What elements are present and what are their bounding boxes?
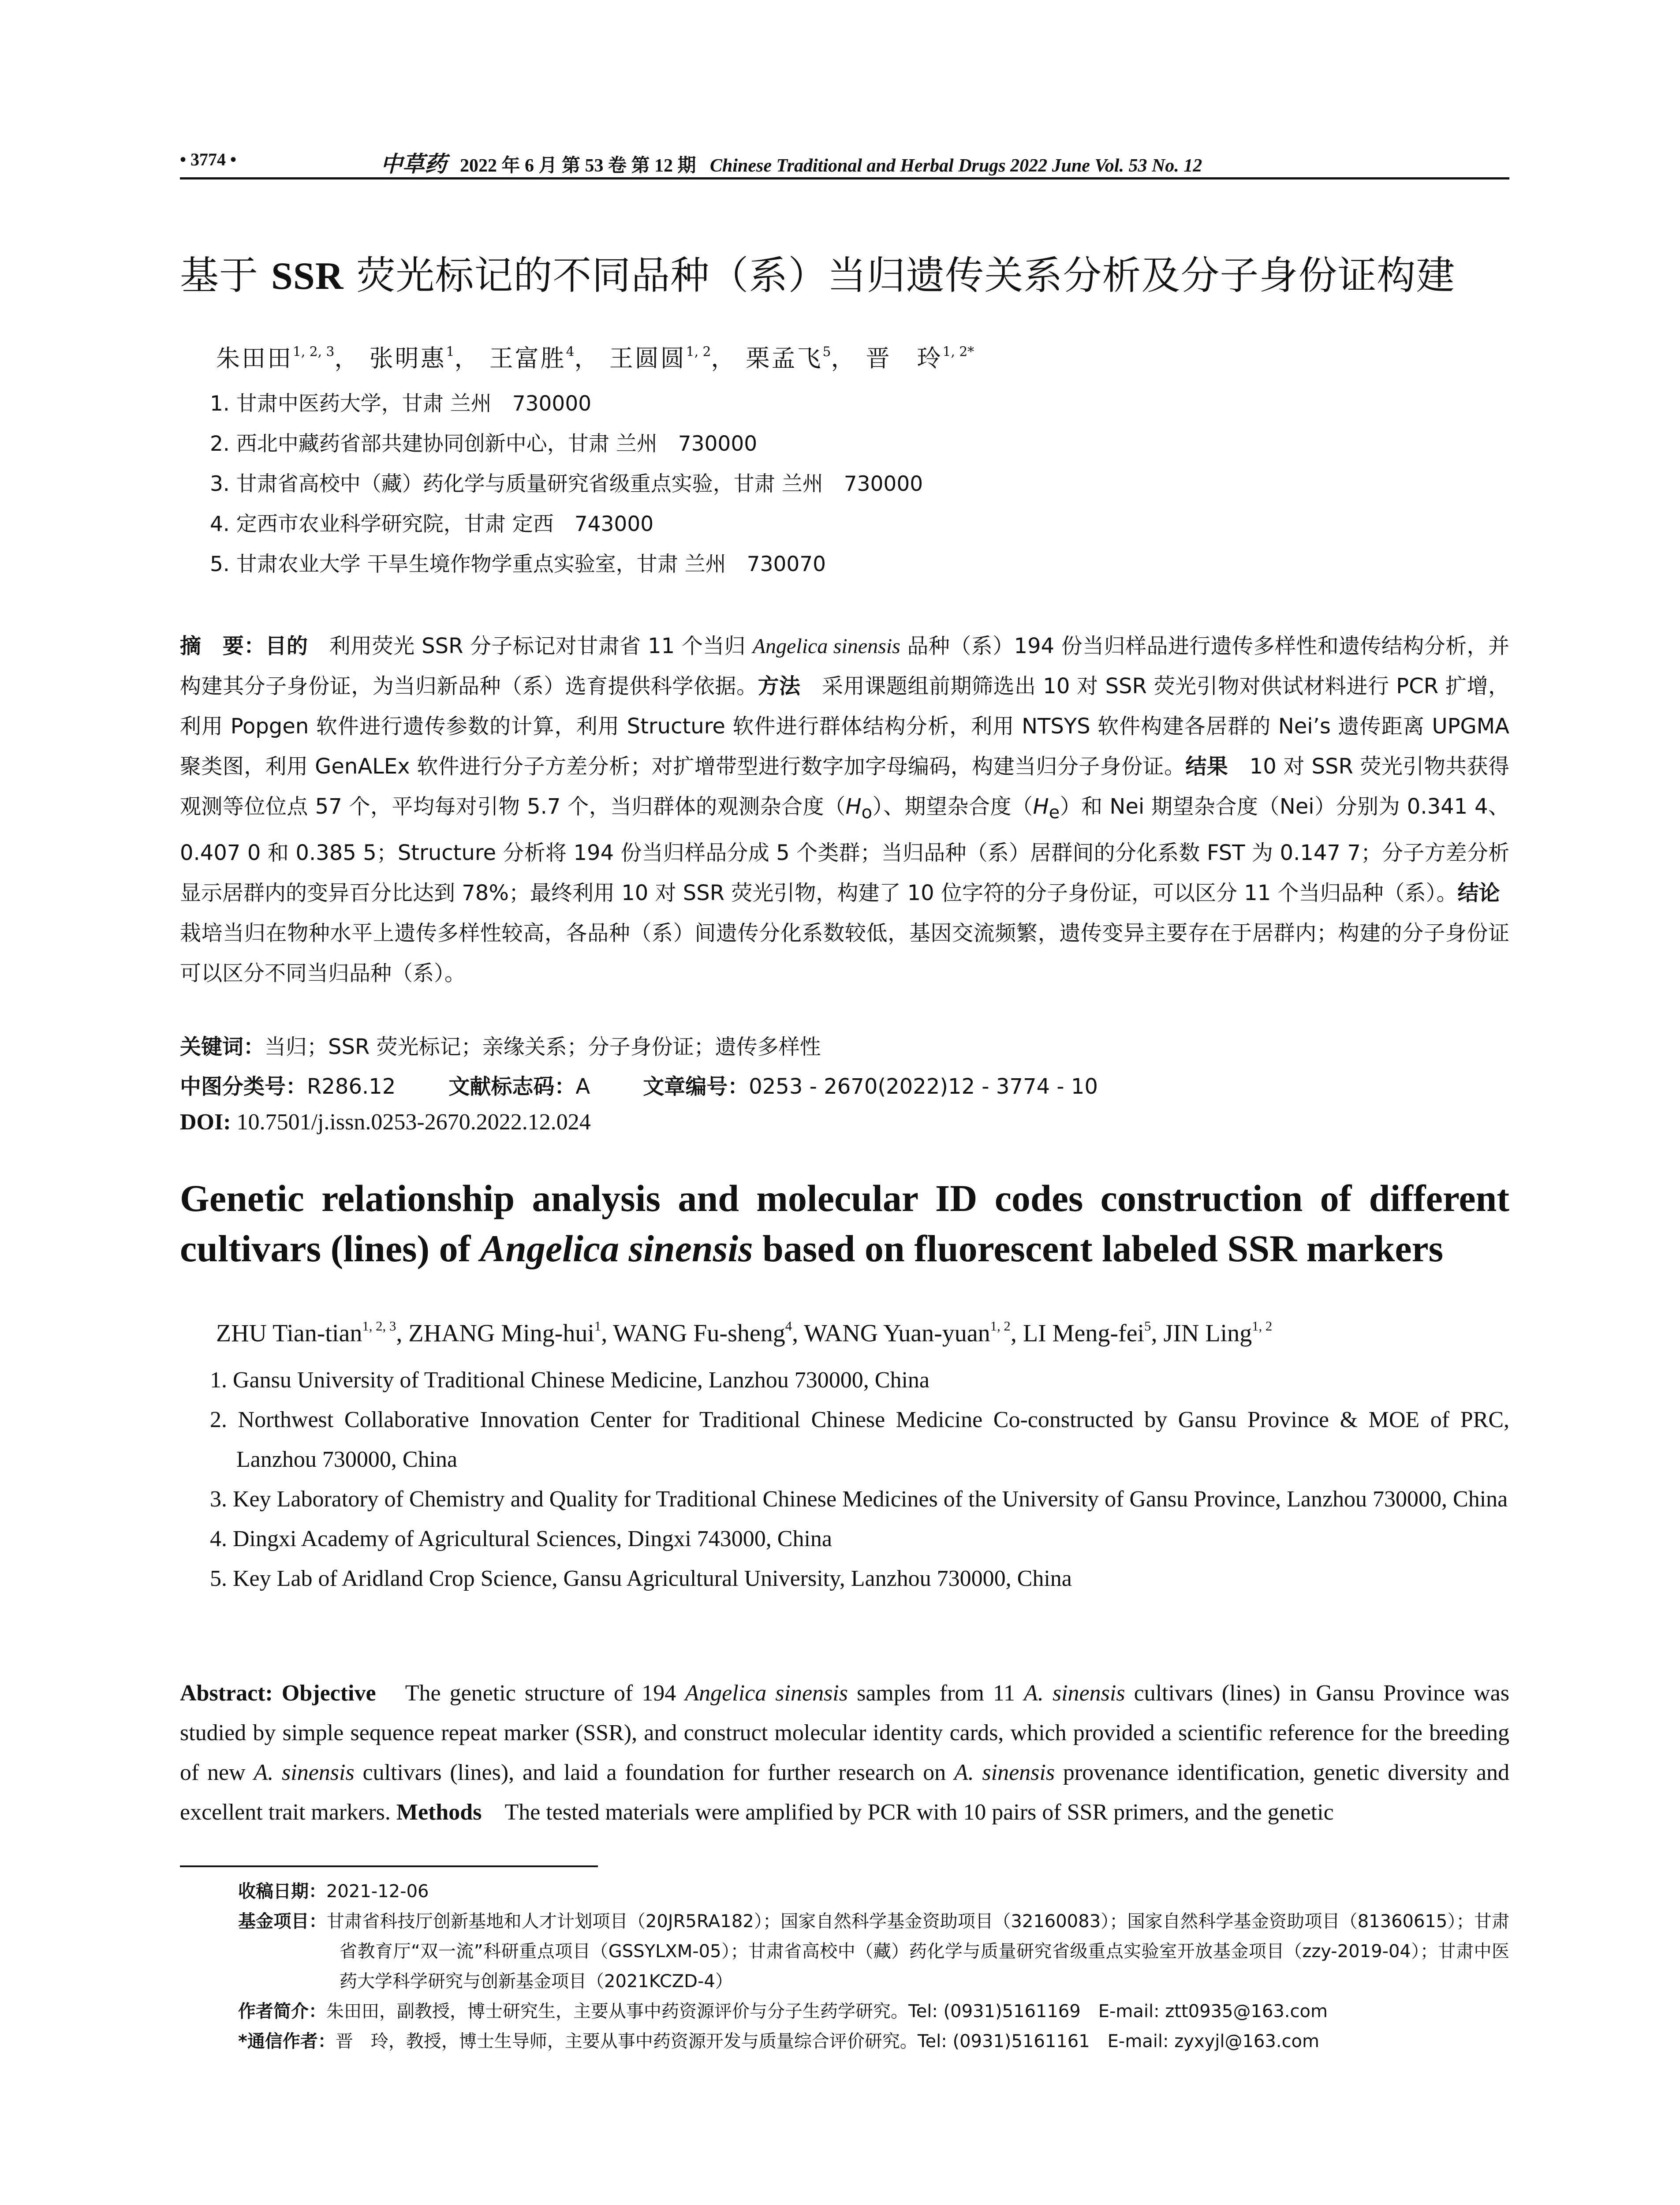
cn-abstract: 摘 要：目的 利用荧光 SSR 分子标记对甘肃省 11 个当归 Angelica sinensis 品种（系）194 份当归样品进行遗传多样性和遗传结构分析，并构建其分子身份证，为当归新品种（系）选育提供科学依据。方法 采用课题组前期筛选出 10 对 SSR 荧光引物对供试材料进行 PCR 扩增，利用 Popgen 软件进行遗传参数的计算，利用 Structure 软件进行群体结构分析，利用 NTSYS 软件构建各居群的 Nei’s 遗传距离 UPGMA 聚类图，利用 GenALEx 软件进行分子方差分析；对扩增带型进行数字加字母编码，构建当归分子身份证。结果 10 对 SSR 荧光引物共获得观测等位位点 57 个，平均每对引物 5.7 个，当归群体的观测杂合度$(H_o)$、期望杂合度$(H_e)$和 Nei 期望杂合度（Nei）分别为 0.341 4、0.407 0 和 0.385 5；Structure 分析将 194 份当归样品分成 5 个类群；当归品种（系）居群间的分化系数 FST 为 0.147 7；分子方差分析显示居群内的变异百分比达到 78%；最终利用 10 对 SSR 荧光引物，构建了 10 位字符的分子身份证，可以区分 11 个当归品种（系）。结论 栽培当归在物种水平上遗传多样性较高，各品种（系）间遗传分化系数较低，基因交流频繁，遗传变异主要存在于居群内；构建的分子身份证可以区分不同当归品种（系）。	[180, 634, 1521, 986]
en-author: ZHANG Ming-hui	[408, 1319, 594, 1347]
journal-issue-en: Chinese Traditional and Herbal Drugs 2022 June Vol. 53 No. 12	[710, 156, 1202, 176]
cn-author: 栗孟飞	[746, 344, 823, 372]
en-author: LI Meng-fei	[1023, 1319, 1145, 1347]
doi: DOI: 10.7501/j.issn.0253-2670.2022.12.024	[180, 1110, 591, 1135]
cn-affiliation: 3. 甘肃省高校中（藏）药化学与质量研究省级重点实验，甘肃 兰州 730000	[210, 472, 923, 496]
en-title: Genetic relationship analysis and molecular ID codes construction of different cultivars (lines) of Angelica sinensis based on fluorescent labeled SSR markers	[180, 1177, 1509, 1270]
cn-classification: 中图分类号：R286.12 文献标志码：A 文章编号：0253 - 2670(2022)12 - 3774 - 10	[180, 1074, 1098, 1099]
cn-author: 张明惠	[369, 344, 446, 372]
cn-affiliation: 2. 西北中藏药省部共建协同创新中心，甘肃 兰州 730000	[210, 432, 758, 456]
cn-affiliation: 1. 甘肃中医药大学，甘肃 兰州 730000	[210, 392, 592, 416]
en-authors: ZHU Tian-tian$^{1, 2, 3}$, ZHANG Ming-hui$^1$, WANG Fu-sheng$^4$, WANG Yuan-yuan$^{1, 2}$, LI Meng-fei$^5$, JIN Ling$^{1, 2}$	[216, 1319, 1273, 1347]
cn-affiliation: 4. 定西市农业科学研究院，甘肃 定西 743000	[210, 512, 654, 536]
cn-keywords: 关键词：当归；SSR 荧光标记；亲缘关系；分子身份证；遗传多样性	[180, 1035, 821, 1059]
en-author: WANG Fu-sheng	[613, 1319, 785, 1347]
cn-author: 朱田田	[216, 344, 293, 372]
page-number: • 3774 •	[180, 149, 237, 169]
cn-affiliations	[210, 384, 923, 584]
en-author: JIN Ling	[1163, 1319, 1252, 1347]
cn-author: 王圆圆	[609, 344, 686, 372]
journal-logo: 中草药	[381, 151, 447, 177]
en-abstract: Abstract: Objective The genetic structure of 194 Angelica sinensis samples from 11 A. sinensis cultivars (lines) in Gansu Province was studied by simple sequence repeat marker (SSR), and construct molecular identity cards, which provided a scientific reference for the breeding of new A. sinensis cultivars (lines), and laid a foundation for further research on A. sinensis provenance identification, genetic diversity and excellent trait markers. Methods The tested materials were amplified by PCR with 10 pairs of SSR primers, and the genetic	[180, 1681, 1510, 1825]
footnote-corresponding: *通信作者：晋 玲，教授，博士生导师，主要从事中药资源开发与质量综合评价研究。Tel: (0931)5161161 E-mail: zyxyjl@163.com	[238, 2031, 1319, 2052]
cn-author: 王富胜	[489, 344, 566, 372]
footnote-received: 收稿日期：2021-12-06	[238, 1881, 429, 1902]
footnote-fund: 基金项目：甘肃省科技厅创新基地和人才计划项目（20JR5RA182）；国家自然科学基金资助项目（32160083）；国家自然科学基金资助项目（81360615）；甘肃省教育厅“双一流”科研重点项目（GSSYLXM-05）；甘肃省高校中（藏）药化学与质量研究省级重点实验室开放基金项目（zzy-2019-04）；甘肃中医药大学科学研究与创新基金项目（2021KCZD-4）	[238, 1911, 1510, 1992]
running-head	[180, 146, 1509, 179]
footnote-divider	[180, 1865, 598, 1867]
en-affiliations	[210, 1360, 1509, 1599]
journal-issue-cn: 2022 年 6 月 第 53 卷 第 12 期	[460, 156, 696, 176]
footnotes	[238, 1876, 1509, 2056]
en-affiliation: 3. Key Laboratory of Chemistry and Quality for Traditional Chinese Medicines of the University of Gansu Province, Lanzhou 730000, China	[210, 1487, 1508, 1512]
en-author: WANG Yuan-yuan	[804, 1319, 990, 1347]
en-affiliation: 1. Gansu University of Traditional Chinese Medicine, Lanzhou 730000, China	[210, 1368, 930, 1393]
cn-affiliation: 5. 甘肃农业大学 干旱生境作物学重点实验室，甘肃 兰州 730070	[210, 552, 826, 576]
journal-info	[381, 146, 1202, 178]
cn-title: 基于 SSR 荧光标记的不同品种（系）当归遗传关系分析及分子身份证构建	[180, 253, 1456, 298]
footnote-author: 作者简介：朱田田，副教授，博士研究生，主要从事中药资源评价与分子生药学研究。Tel: (0931)5161169 E-mail: ztt0935@163.com	[238, 2001, 1328, 2022]
cn-author: 晋 玲	[866, 344, 943, 372]
en-affiliation: 4. Dingxi Academy of Agricultural Sciences, Dingxi 743000, China	[210, 1526, 832, 1551]
en-affiliation: 5. Key Lab of Aridland Crop Science, Gansu Agricultural University, Lanzhou 730000, China	[210, 1566, 1072, 1591]
en-author: ZHU Tian-tian	[216, 1319, 362, 1347]
cn-authors: 朱田田$^{1, 2, 3}$， 张明惠$^1$， 王富胜$^4$， 王圆圆$^{1, 2}$， 栗孟飞$^5$， 晋 玲$^{1, 2*}$	[216, 344, 974, 372]
en-affiliation: 2. Northwest Collaborative Innovation Center for Traditional Chinese Medicine Co-constructed by Gansu Province & MOE of PRC, Lanzhou 730000, China	[210, 1407, 1509, 1472]
